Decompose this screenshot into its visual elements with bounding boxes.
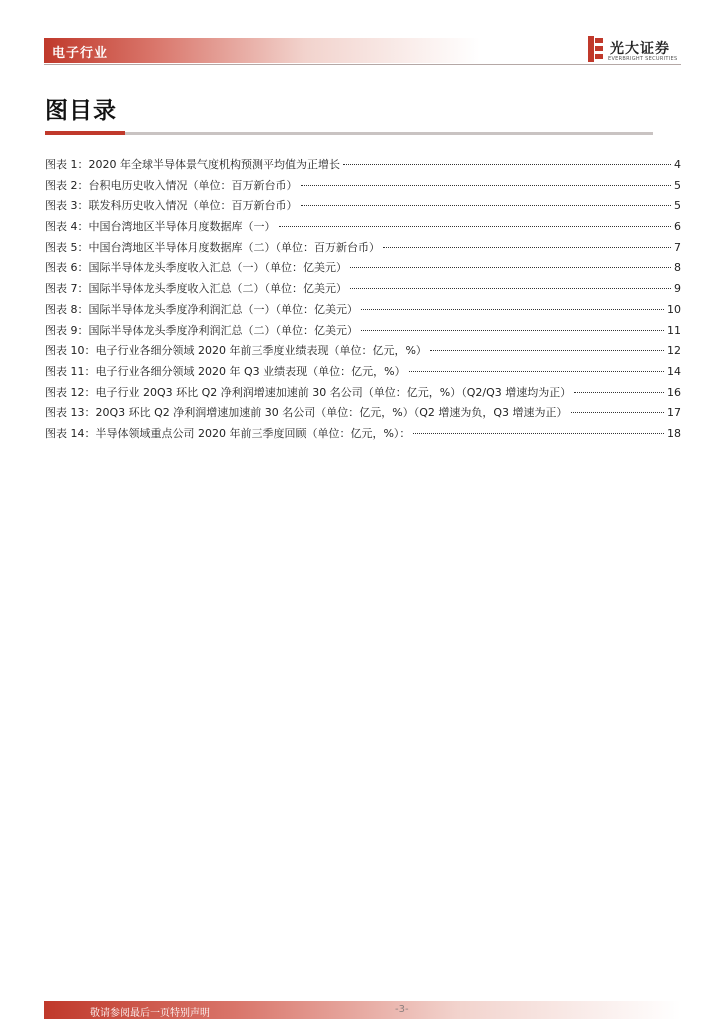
- toc-entry-page: 6: [674, 220, 681, 234]
- toc-leader-dots: [571, 411, 664, 413]
- toc-entry-page: 14: [667, 364, 681, 378]
- header-divider: [44, 64, 681, 65]
- toc-entry[interactable]: [45, 342, 681, 363]
- toc-entry-page: 4: [674, 158, 681, 171]
- toc-entry[interactable]: [45, 239, 681, 260]
- toc-entry-page: 5: [674, 178, 681, 192]
- logo-text-en: EVERBRIGHT SECURITIES: [608, 56, 678, 62]
- toc-entry-label: 图表 12：电子行业 20Q3 环比 Q2 净利润增速加速前 30 名公司（单位：亿元，%）（Q2/Q3 增速均为正）: [45, 385, 572, 399]
- toc-entry[interactable]: [45, 322, 681, 343]
- toc-entry-label: 图表 14：半导体领域重点公司 2020 年前三季度回顾（单位：亿元，%）：: [45, 426, 411, 440]
- toc-leader-dots: [574, 391, 664, 393]
- toc-leader-dots: [430, 349, 664, 351]
- toc-entry-page: 18: [667, 426, 681, 440]
- toc-entry[interactable]: [45, 384, 681, 405]
- toc-leader-dots: [409, 370, 664, 372]
- toc-leader-dots: [413, 432, 664, 434]
- toc-entry[interactable]: [45, 259, 681, 280]
- toc-entry-label: 图表 10：电子行业各细分领域 2020 年前三季度业绩表现（单位：亿元，%）: [45, 344, 427, 358]
- toc-leader-dots: [361, 329, 664, 331]
- toc-entry[interactable]: [45, 363, 681, 384]
- toc-leader-dots: [301, 184, 672, 186]
- toc-entry-label: 图表 9：国际半导体龙头季度净利润汇总（二）（单位：亿美元）: [45, 323, 358, 337]
- toc-entry[interactable]: [45, 404, 681, 425]
- title-rule: [45, 132, 653, 135]
- toc-entry-page: 9: [674, 282, 681, 296]
- logo-text-cn: 光大证券: [610, 41, 670, 57]
- toc-entry-page: 5: [674, 199, 681, 213]
- toc-leader-dots: [279, 225, 672, 227]
- toc-entry-label: 图表 1：2020 年全球半导体景气度机构预测平均值为正增长: [45, 158, 340, 171]
- footer-disclaimer: 敬请参阅最后一页特别声明: [90, 1008, 210, 1019]
- toc-entry-label: 图表 2：台积电历史收入情况（单位：百万新台币）: [45, 178, 298, 192]
- toc-leader-dots: [361, 308, 664, 310]
- toc-entry-label: 图表 3：联发科历史收入情况（单位：百万新台币）: [45, 199, 298, 213]
- toc-leader-dots: [301, 204, 672, 206]
- toc-entry[interactable]: [45, 197, 681, 218]
- toc-leader-dots: [350, 266, 671, 268]
- toc-entry[interactable]: [45, 425, 681, 446]
- toc-entry-label: 图表 8：国际半导体龙头季度净利润汇总（一）（单位：亿美元）: [45, 302, 358, 316]
- toc-entry-label: 图表 13：20Q3 环比 Q2 净利润增速加速前 30 名公司（单位：亿元，%）（Q2 增速为负，Q3 增速为正）: [45, 406, 568, 420]
- toc-list: [45, 156, 681, 446]
- toc-entry-page: 17: [667, 406, 681, 420]
- toc-entry[interactable]: [45, 177, 681, 198]
- toc-entry[interactable]: [45, 280, 681, 301]
- toc-entry-page: 10: [667, 302, 681, 316]
- header-section-title: 电子行业: [52, 46, 109, 61]
- toc-leader-dots: [383, 246, 671, 248]
- company-logo: [588, 36, 680, 64]
- toc-entry-label: 图表 6：国际半导体龙头季度收入汇总（一）（单位：亿美元）: [45, 261, 347, 275]
- toc-entry-label: 图表 7：国际半导体龙头季度收入汇总（二）（单位：亿美元）: [45, 282, 347, 296]
- toc-entry-label: 图表 5：中国台湾地区半导体月度数据库（二）（单位：百万新台币）: [45, 240, 380, 254]
- toc-entry-page: 7: [674, 240, 681, 254]
- logo-mark-icon: [588, 36, 604, 62]
- toc-entry-label: 图表 11：电子行业各细分领域 2020 年 Q3 业绩表现（单位：亿元，%）: [45, 364, 406, 378]
- toc-entry[interactable]: [45, 218, 681, 239]
- page-number: -3-: [395, 1004, 409, 1015]
- page-title: 图目录: [45, 98, 117, 124]
- toc-entry-page: 11: [667, 323, 681, 337]
- toc-entry-label: 图表 4：中国台湾地区半导体月度数据库（一）: [45, 220, 276, 234]
- toc-entry-page: 8: [674, 261, 681, 275]
- header-band: [44, 38, 480, 63]
- toc-entry[interactable]: [45, 301, 681, 322]
- toc-entry-page: 12: [667, 344, 681, 358]
- toc-entry[interactable]: [45, 156, 681, 177]
- toc-leader-dots: [350, 287, 671, 289]
- toc-entry-page: 16: [667, 385, 681, 399]
- title-rule-accent: [45, 131, 125, 135]
- toc-leader-dots: [343, 163, 671, 165]
